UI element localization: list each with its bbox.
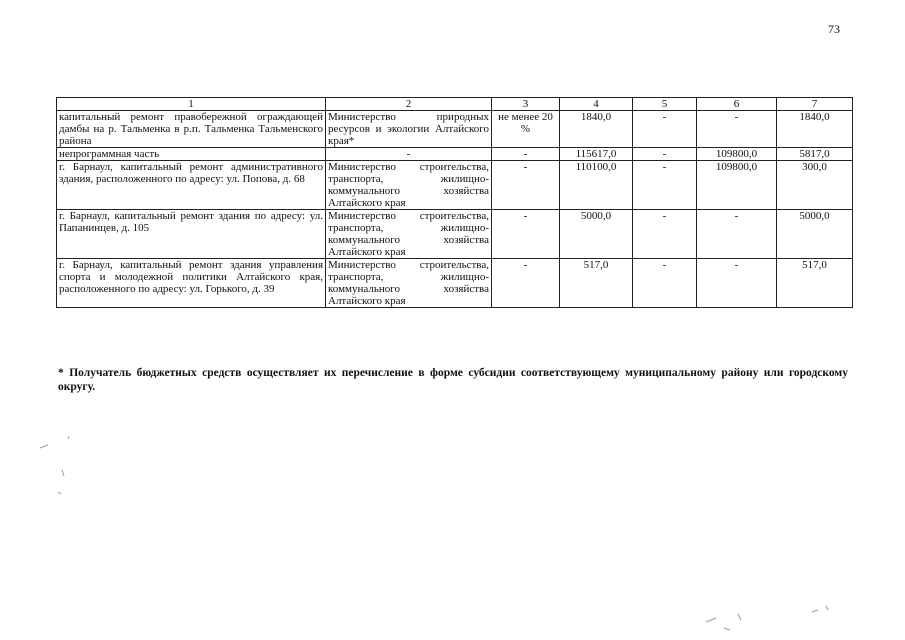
amount-cell: 517,0 bbox=[560, 259, 633, 308]
agency-cell: Министерство природных ресурсов и экологии Алтайского края* bbox=[326, 111, 492, 148]
amount-cell: 1840,0 bbox=[560, 111, 633, 148]
object-name-cell: г. Барнаул, капитальный ремонт административного здания, расположенного по адресу: ул. Попова, д. 68 bbox=[57, 161, 326, 210]
table-header-row bbox=[57, 98, 853, 111]
agency-cell: - bbox=[326, 148, 492, 161]
amount-cell: - bbox=[633, 161, 697, 210]
object-name-cell: непрограммная часть bbox=[57, 148, 326, 161]
table-row bbox=[57, 161, 853, 210]
object-name-cell: г. Барнаул, капитальный ремонт здания управления спорта и молодежной политики Алтайского края, расположенного по адресу: ул. Горького, д. 39 bbox=[57, 259, 326, 308]
amount-cell: 300,0 bbox=[777, 161, 853, 210]
table-row bbox=[57, 148, 853, 161]
agency-cell: Министерство строительства, транспорта, жилищно-коммунального хозяйства Алтайского края bbox=[326, 210, 492, 259]
share-cell: - bbox=[492, 259, 560, 308]
share-cell: - bbox=[492, 148, 560, 161]
amount-cell: 517,0 bbox=[777, 259, 853, 308]
share-cell: - bbox=[492, 161, 560, 210]
footnote: * Получатель бюджетных средств осуществляет их перечисление в форме субсидии соответствующему муниципальному району или городскому округу. bbox=[58, 367, 848, 393]
object-name-cell: г. Барнаул, капитальный ремонт здания по адресу: ул. Папанинцев, д. 105 bbox=[57, 210, 326, 259]
amount-cell: - bbox=[697, 111, 777, 148]
column-header: 3 bbox=[492, 98, 560, 111]
column-header: 2 bbox=[326, 98, 492, 111]
object-name-cell: капитальный ремонт правобережной ограждающей дамбы на р. Тальменка в р.п. Тальменка Тальменского района bbox=[57, 111, 326, 148]
share-cell: не менее 20 % bbox=[492, 111, 560, 148]
amount-cell: - bbox=[697, 210, 777, 259]
amount-cell: - bbox=[633, 148, 697, 161]
amount-cell: - bbox=[633, 210, 697, 259]
column-header: 1 bbox=[57, 98, 326, 111]
amount-cell: 115617,0 bbox=[560, 148, 633, 161]
agency-cell: Министерство строительства, транспорта, жилищно-коммунального хозяйства Алтайского края bbox=[326, 259, 492, 308]
page-number: 73 bbox=[828, 22, 840, 36]
share-cell: - bbox=[492, 210, 560, 259]
amount-cell: 109800,0 bbox=[697, 148, 777, 161]
table-row bbox=[57, 111, 853, 148]
amount-cell: - bbox=[633, 111, 697, 148]
amount-cell: - bbox=[697, 259, 777, 308]
amount-cell: 5000,0 bbox=[560, 210, 633, 259]
agency-cell: Министерство строительства, транспорта, жилищно-коммунального хозяйства Алтайского края bbox=[326, 161, 492, 210]
amount-cell: 109800,0 bbox=[697, 161, 777, 210]
amount-cell: 1840,0 bbox=[777, 111, 853, 148]
table-row bbox=[57, 259, 853, 308]
column-header: 6 bbox=[697, 98, 777, 111]
amount-cell: 110100,0 bbox=[560, 161, 633, 210]
table-row bbox=[57, 210, 853, 259]
amount-cell: - bbox=[633, 259, 697, 308]
column-header: 4 bbox=[560, 98, 633, 111]
amount-cell: 5817,0 bbox=[777, 148, 853, 161]
budget-table bbox=[56, 97, 853, 308]
column-header: 7 bbox=[777, 98, 853, 111]
column-header: 5 bbox=[633, 98, 697, 111]
amount-cell: 5000,0 bbox=[777, 210, 853, 259]
